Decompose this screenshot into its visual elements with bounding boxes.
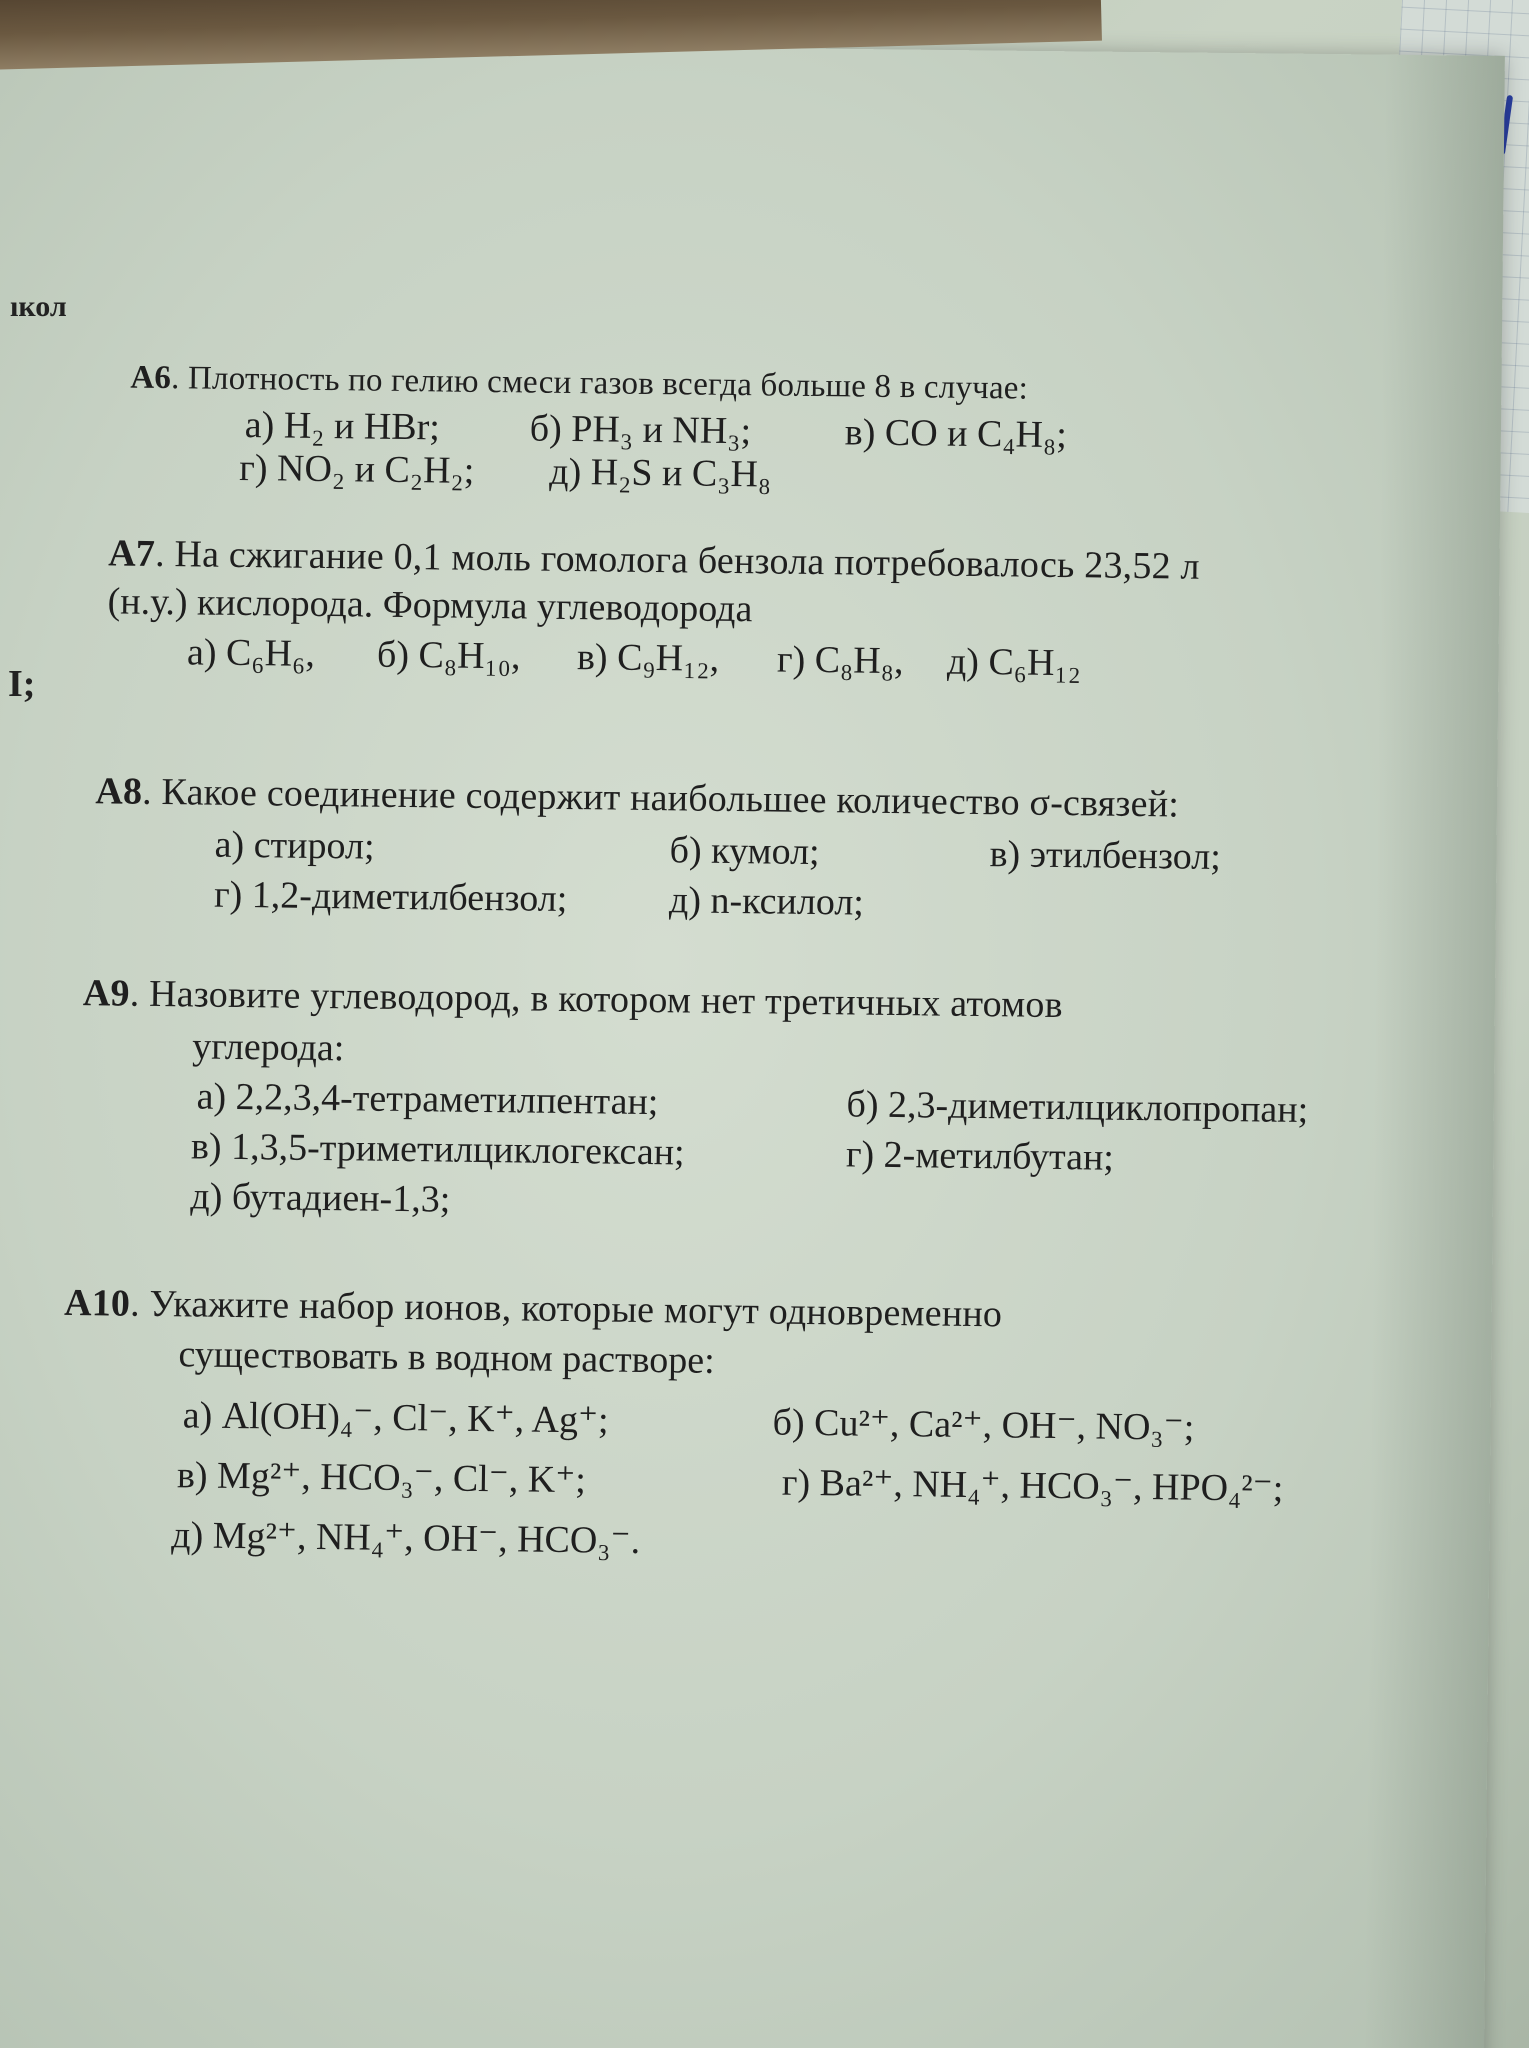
option-d: д) n-ксилол; (668, 879, 865, 924)
option-a: а) 2,2,3,4-тетраметилпентан; (196, 1075, 659, 1124)
option-b: б) Cu²⁺, Ca²⁺, OH⁻, NO₃⁻; (772, 1401, 1195, 1449)
option-v: в) CO и C₄H₈; (844, 411, 1068, 457)
option-g: г) Ba²⁺, NH₄⁺, HCO₃⁻, HPO₄²⁻; (781, 1461, 1284, 1510)
option-v: в) C₉H₁₂, (576, 636, 720, 680)
option-d: д) Mg²⁺, NH₄⁺, OH⁻, HCO₃⁻. (171, 1514, 641, 1562)
option-v: в) 1,3,5-триметилциклогексан; (190, 1125, 685, 1174)
option-a: а) Al(OH)₄⁻, Cl⁻, K⁺, Ag⁺; (182, 1394, 609, 1442)
option-v: в) Mg²⁺, HCO₃⁻, Cl⁻, K⁺; (176, 1454, 587, 1502)
question-text: . Укажите набор ионов, которые могут одновременно (129, 1282, 1003, 1336)
question-number: А10 (63, 1281, 131, 1325)
option-a: а) C₆H₆, (186, 631, 316, 675)
option-b: б) PH₃ и NH₃; (529, 407, 752, 453)
option-v: в) этилбензол; (989, 833, 1222, 878)
question-text: . Назовите углеводород, в котором нет третичных атомов (129, 972, 1064, 1027)
option-d: д) H₂S и C₃H₈ (549, 450, 772, 496)
option-g: г) 1,2-диметилбензол; (213, 873, 568, 920)
option-g: г) NO₂ и C₂H₂; (239, 446, 475, 492)
option-g: г) C₈H₈, (776, 638, 904, 683)
question-number: А7 (107, 532, 156, 575)
question-text: . Какое соединение содержит наибольшее количество σ-связей: (141, 770, 1180, 826)
option-d: д) бутадиен-1,3; (190, 1175, 451, 1221)
option-a: а) стирол; (214, 823, 375, 868)
question-a9-line2: углерода: (191, 1025, 345, 1070)
option-b: б) 2,3-диметилциклопропан; (846, 1083, 1309, 1132)
question-text: . Плотность по гелию смеси газов всегда больше 8 в случае: (170, 360, 1029, 407)
question-text: . На сжигание 0,1 моль гомолога бензола потребовалось 23,52 л (154, 532, 1200, 588)
option-b: б) C₈H₁₀, (376, 633, 521, 678)
question-number: А8 (95, 770, 143, 813)
option-d: д) C₆H₁₂ (946, 640, 1082, 685)
paper-shadow (1363, 55, 1504, 2048)
margin-fragment-mid: I; (8, 663, 36, 705)
question-number: А6 (130, 359, 172, 397)
question-a7-line2: (н.у.) кислорода. Формула углеводорода (107, 580, 753, 631)
question-number: А9 (82, 972, 130, 1015)
question-a10-line2: существовать в водном растворе: (178, 1333, 716, 1382)
option-a: а) H₂ и HBr; (244, 404, 441, 449)
option-g: г) 2-метилбутан; (845, 1133, 1115, 1179)
margin-fragment-top: ıкол (10, 290, 67, 323)
option-b: б) кумол; (669, 829, 820, 874)
